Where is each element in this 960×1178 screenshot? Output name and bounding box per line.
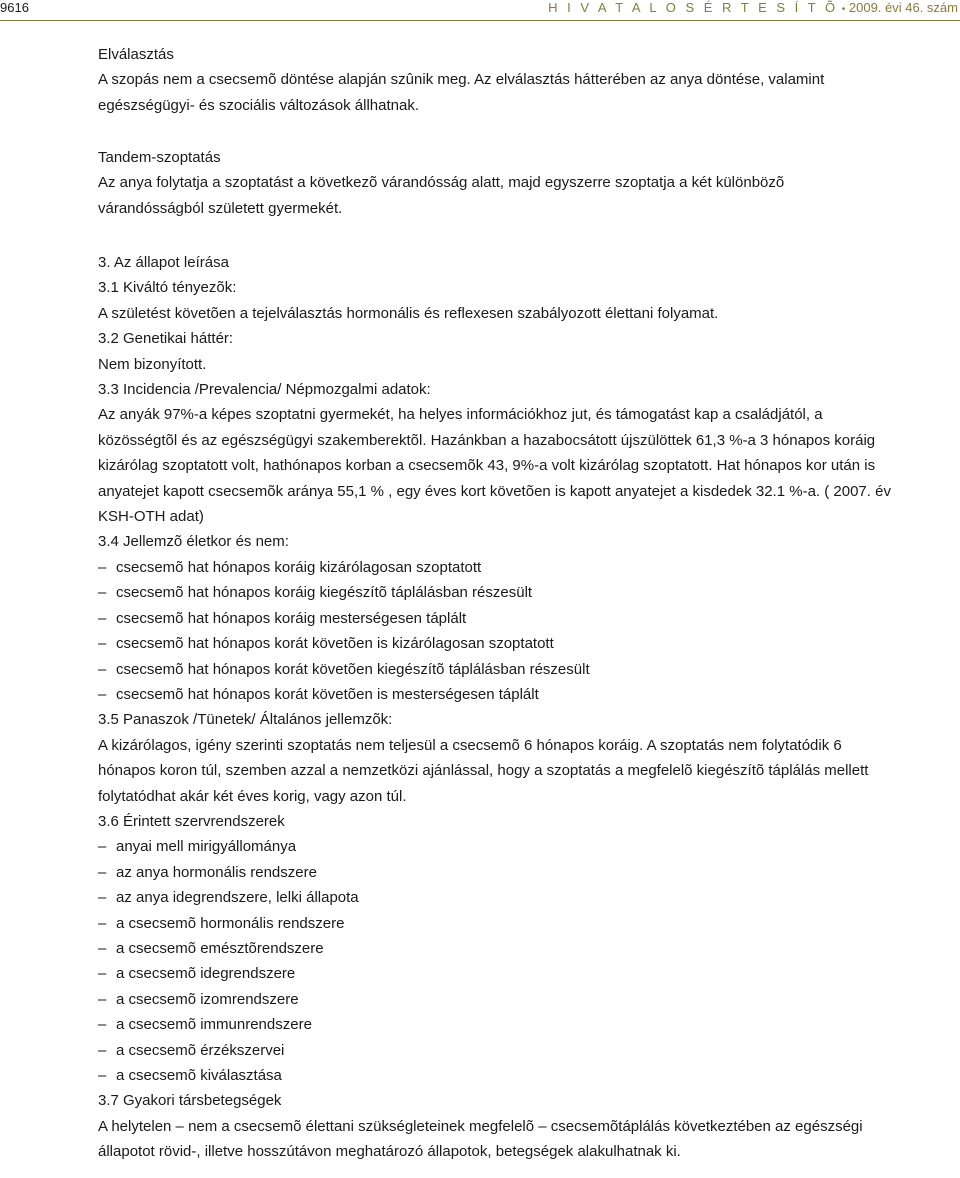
- symptoms-text-line: hónapos koron túl, szemben azzal a nemzetközi ajánlással, hogy a szoptatás a megfelelõ kiegészítõ táplálás mellett: [98, 762, 869, 780]
- organ-systems-list: [98, 834, 958, 1088]
- dash-marker: –: [98, 914, 107, 932]
- page-number: 9616: [0, 0, 29, 15]
- dash-marker: –: [98, 1041, 107, 1059]
- dash-marker: –: [98, 863, 107, 881]
- list-item-text: csecsemõ hat hónapos koráig kiegészítõ táplálásban részesült: [116, 584, 533, 602]
- trigger-factors-text: A születést követõen a tejelválasztás hormonális és reflexesen szabályozott élettani folyamat.: [98, 304, 719, 322]
- dash-marker: –: [98, 558, 107, 576]
- list-item-text: a csecsemõ kiválasztása: [116, 1067, 282, 1084]
- list-item: [98, 834, 958, 859]
- list-item-text: az anya idegrendszere, lelki állapota: [116, 889, 359, 907]
- dash-marker: –: [98, 635, 107, 653]
- list-item-text: csecsemõ hat hónapos korát követõen is kizárólagosan szoptatott: [116, 635, 554, 653]
- list-item-text: csecsemõ hat hónapos koráig mesterségesen táplált: [116, 609, 467, 627]
- dash-marker: –: [98, 685, 107, 703]
- dash-marker: –: [98, 609, 107, 627]
- organ-systems-heading: 3.6 Érintett szervrendszerek: [98, 812, 285, 830]
- weaning-heading: Elválasztás: [98, 46, 174, 63]
- dash-marker: –: [98, 1067, 107, 1084]
- incidence-heading: 3.3 Incidencia /Prevalencia/ Népmozgalmi adatok:: [98, 381, 431, 399]
- list-item-text: a csecsemõ izomrendszere: [116, 990, 299, 1008]
- state-section: [98, 250, 958, 1165]
- incidence-text-line: közösségtõl és az egészségügyi szakemberektõl. Hazánkban a hazabocsátott újszülöttek 61,3 %-a 3 hónapos koráig: [98, 431, 876, 449]
- dash-marker: –: [98, 1016, 107, 1034]
- list-item: [98, 936, 958, 961]
- list-item: [98, 631, 958, 656]
- separator-bullet: •: [841, 4, 846, 15]
- symptoms-heading: 3.5 Panaszok /Tünetek/ Általános jellemzõk:: [98, 711, 393, 729]
- issue-label: 2009. évi 46. szám: [848, 0, 958, 15]
- dash-marker: –: [98, 660, 107, 678]
- incidence-text-line: anyatejet kapott csecsemõk aránya 55,1 % , egy éves kort követõen is kapott anyatejet a kisdedek 32.1 %-a. ( 2007. év: [98, 482, 891, 500]
- dash-marker: –: [98, 584, 107, 602]
- weaning-section: [98, 42, 958, 118]
- comorbidities-text-line: állapotot rövid-, illetve hosszútávon meghatározó állapotok, betegségek alakulhatnak ki.: [98, 1143, 681, 1161]
- list-item: [98, 860, 958, 885]
- list-item-text: csecsemõ hat hónapos korát követõen is mesterségesen táplált: [116, 685, 539, 703]
- list-item-text: a csecsemõ immunrendszere: [116, 1016, 312, 1034]
- tandem-text-line: várandósságból született gyermekét.: [98, 199, 343, 217]
- weaning-text-line: A szopás nem a csecsemõ döntése alapján szûnik meg. Az elválasztás hátterében az anya döntése, valamint: [98, 71, 825, 89]
- genetic-background-text: Nem bizonyított.: [98, 355, 207, 373]
- incidence-text-line: Az anyák 97%-a képes szoptatni gyermekét, ha helyes információkhoz jut, és támogatást kap a családjától, a: [98, 406, 823, 424]
- age-sex-heading: 3.4 Jellemzõ életkor és nem:: [98, 533, 289, 551]
- list-item: [98, 606, 958, 631]
- symptoms-text-line: folytatódhat akár két éves korig, vagy azon túl.: [98, 787, 407, 805]
- dash-marker: –: [98, 990, 107, 1008]
- list-item-text: a csecsemõ idegrendszere: [116, 965, 296, 983]
- journal-title-line: [548, 0, 958, 18]
- list-item: [98, 580, 958, 605]
- list-item: [98, 1038, 958, 1063]
- list-item-text: a csecsemõ hormonális rendszere: [116, 914, 345, 932]
- list-item: [98, 1012, 958, 1037]
- age-sex-list: [98, 555, 958, 707]
- symptoms-text-line: A kizárólagos, igény szerinti szoptatás nem teljesül a csecsemõ 6 hónapos koráig. A szoptatás nem folytatódik 6: [98, 736, 842, 754]
- list-item-text: csecsemõ hat hónapos korát követõen kiegészítõ táplálásban részesült: [116, 660, 590, 678]
- list-item-text: az anya hormonális rendszere: [116, 863, 317, 881]
- comorbidities-heading: 3.7 Gyakori társbetegségek: [98, 1092, 282, 1110]
- tandem-text-line: Az anya folytatja a szoptatást a következõ várandósság alatt, majd egyszerre szoptatja a két különbözõ: [98, 174, 785, 192]
- list-item-text: csecsemõ hat hónapos koráig kizárólagosan szoptatott: [116, 558, 482, 576]
- genetic-background-heading: 3.2 Genetikai háttér:: [98, 330, 234, 348]
- journal-title: H I V A T A L O S É R T E S Í T Õ: [548, 0, 839, 15]
- list-item: [98, 911, 958, 936]
- list-item: [98, 555, 958, 580]
- list-item-text: a csecsemõ érzékszervei: [116, 1041, 285, 1059]
- list-item: [98, 682, 958, 707]
- incidence-text-line: KSH-OTH adat): [98, 508, 204, 526]
- state-heading: 3. Az állapot leírása: [98, 254, 229, 271]
- list-item-text: a csecsemõ emésztõrendszere: [116, 939, 324, 957]
- dash-marker: –: [98, 889, 107, 907]
- tandem-section: [98, 145, 958, 221]
- list-item: [98, 885, 958, 910]
- list-item-text: anyai mell mirigyállománya: [116, 838, 297, 856]
- list-item: [98, 657, 958, 682]
- dash-marker: –: [98, 939, 107, 957]
- dash-marker: –: [98, 838, 107, 856]
- incidence-text-line: kizárólag szoptatott volt, hathónapos korban a csecsemõk 43, 9%-a volt kizárólag szoptatott. Hat hónapos kor után is: [98, 457, 876, 475]
- list-item: [98, 1063, 958, 1088]
- list-item: [98, 987, 958, 1012]
- page-header: [0, 0, 960, 20]
- comorbidities-text-line: A helytelen – nem a csecsemõ élettani szükségleteinek megfelelõ – csecsemõtáplálás következtében az egészségi: [98, 1117, 863, 1135]
- header-rule: [0, 20, 960, 21]
- dash-marker: –: [98, 965, 107, 983]
- trigger-factors-heading: 3.1 Kiváltó tényezõk:: [98, 279, 237, 297]
- tandem-heading: Tandem-szoptatás: [98, 149, 221, 166]
- list-item: [98, 961, 958, 986]
- weaning-text-line: egészségügyi- és szociális változások állhatnak.: [98, 96, 419, 114]
